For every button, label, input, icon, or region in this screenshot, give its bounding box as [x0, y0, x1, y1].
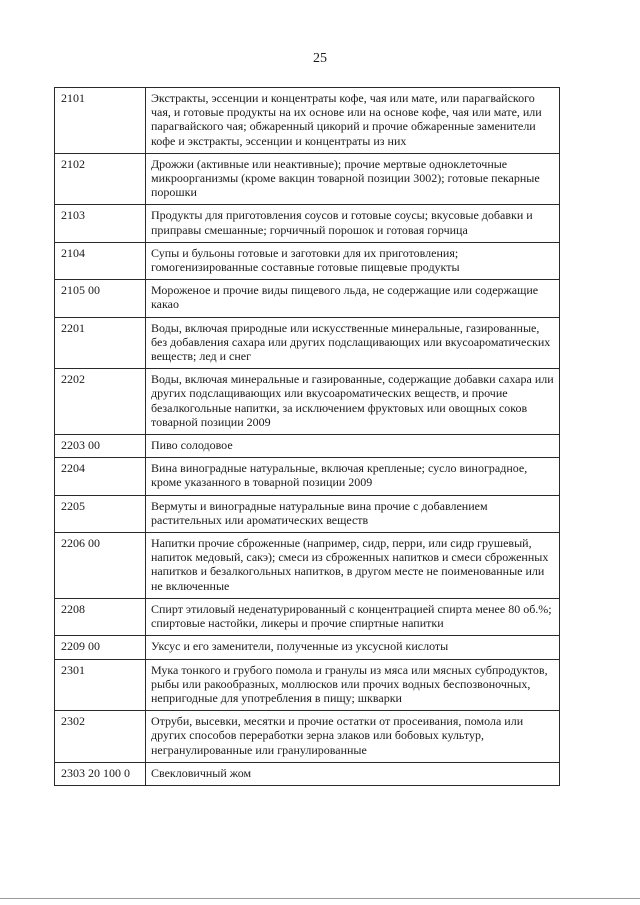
code-cell: 2202	[55, 369, 146, 435]
page-number: 25	[313, 51, 327, 66]
table-row	[55, 317, 560, 369]
table-row	[55, 369, 560, 435]
table-row	[55, 458, 560, 495]
code-cell: 2203 00	[55, 435, 146, 458]
table-row	[55, 242, 560, 279]
description-cell: Мороженое и прочие виды пищевого льда, не содержащие или содержащие какао	[146, 280, 560, 317]
table-row	[55, 205, 560, 242]
description-cell: Напитки прочие сброженные (например, сидр, перри, или сидр грушевый, напиток медовый, сакэ); смеси из сброженных напитков и смеси сброженных напитков и безалкогольных напитков, в другом месте не поименованные или не включенные	[146, 533, 560, 599]
scan-edge-line	[0, 898, 640, 899]
code-cell: 2208	[55, 598, 146, 635]
description-cell: Вина виноградные натуральные, включая крепленые; сусло виноградное, кроме указанного в товарной позиции 2009	[146, 458, 560, 495]
code-cell: 2205	[55, 495, 146, 532]
description-cell: Дрожжи (активные или неактивные); прочие мертвые одноклеточные микроорганизмы (кроме вакцин товарной позиции 3002); готовые пекарные порошки	[146, 153, 560, 205]
description-cell: Вермуты и виноградные натуральные вина прочие с добавлением растительных или ароматических веществ	[146, 495, 560, 532]
code-cell: 2101	[55, 88, 146, 154]
description-cell: Свекловичный жом	[146, 762, 560, 785]
code-cell: 2204	[55, 458, 146, 495]
code-cell: 2302	[55, 711, 146, 763]
description-cell: Продукты для приготовления соусов и готовые соусы; вкусовые добавки и приправы смешанные; горчичный порошок и готовая горчица	[146, 205, 560, 242]
code-cell: 2303 20 100 0	[55, 762, 146, 785]
description-cell: Мука тонкого и грубого помола и гранулы из мяса или мясных субпродуктов, рыбы или ракообразных, моллюсков или прочих водных беспозвоночных, непригодные для употребления в пищу; шкварки	[146, 659, 560, 711]
code-cell: 2105 00	[55, 280, 146, 317]
table-row	[55, 533, 560, 599]
code-cell: 2103	[55, 205, 146, 242]
code-cell: 2301	[55, 659, 146, 711]
table-row	[55, 153, 560, 205]
tariff-code-table	[54, 87, 560, 786]
table-row	[55, 659, 560, 711]
table-row	[55, 495, 560, 532]
table-row	[55, 598, 560, 635]
table-row	[55, 762, 560, 785]
description-cell: Воды, включая природные или искусственные минеральные, газированные, без добавления сахара или других подслащивающих или вкусоароматических веществ; лед и снег	[146, 317, 560, 369]
code-cell: 2209 00	[55, 636, 146, 659]
code-cell: 2102	[55, 153, 146, 205]
table-row	[55, 435, 560, 458]
code-cell: 2104	[55, 242, 146, 279]
table-row	[55, 88, 560, 154]
table-row	[55, 280, 560, 317]
description-cell: Воды, включая минеральные и газированные, содержащие добавки сахара или других подслащивающих или вкусоароматических веществ, и прочие безалкогольные напитки, за исключением фруктовых или овощных соков товарной позиции 2009	[146, 369, 560, 435]
description-cell: Супы и бульоны готовые и заготовки для их приготовления; гомогенизированные составные готовые пищевые продукты	[146, 242, 560, 279]
description-cell: Уксус и его заменители, полученные из уксусной кислоты	[146, 636, 560, 659]
description-cell: Экстракты, эссенции и концентраты кофе, чая или мате, или парагвайского чая, и готовые продукты на их основе или на основе кофе, чая или мате, или парагвайского чая; обжаренный цикорий и прочие обжаренные заменители кофе и экстракты, эссенции и концентраты из них	[146, 88, 560, 154]
description-cell: Отруби, высевки, месятки и прочие остатки от просеивания, помола или других способов переработки зерна злаков или бобовых культур, негранулированные или гранулированные	[146, 711, 560, 763]
code-cell: 2201	[55, 317, 146, 369]
code-cell: 2206 00	[55, 533, 146, 599]
description-cell: Спирт этиловый неденатурированный с концентрацией спирта менее 80 об.%; спиртовые настойки, ликеры и прочие спиртные напитки	[146, 598, 560, 635]
table-row	[55, 636, 560, 659]
table-row	[55, 711, 560, 763]
description-cell: Пиво солодовое	[146, 435, 560, 458]
